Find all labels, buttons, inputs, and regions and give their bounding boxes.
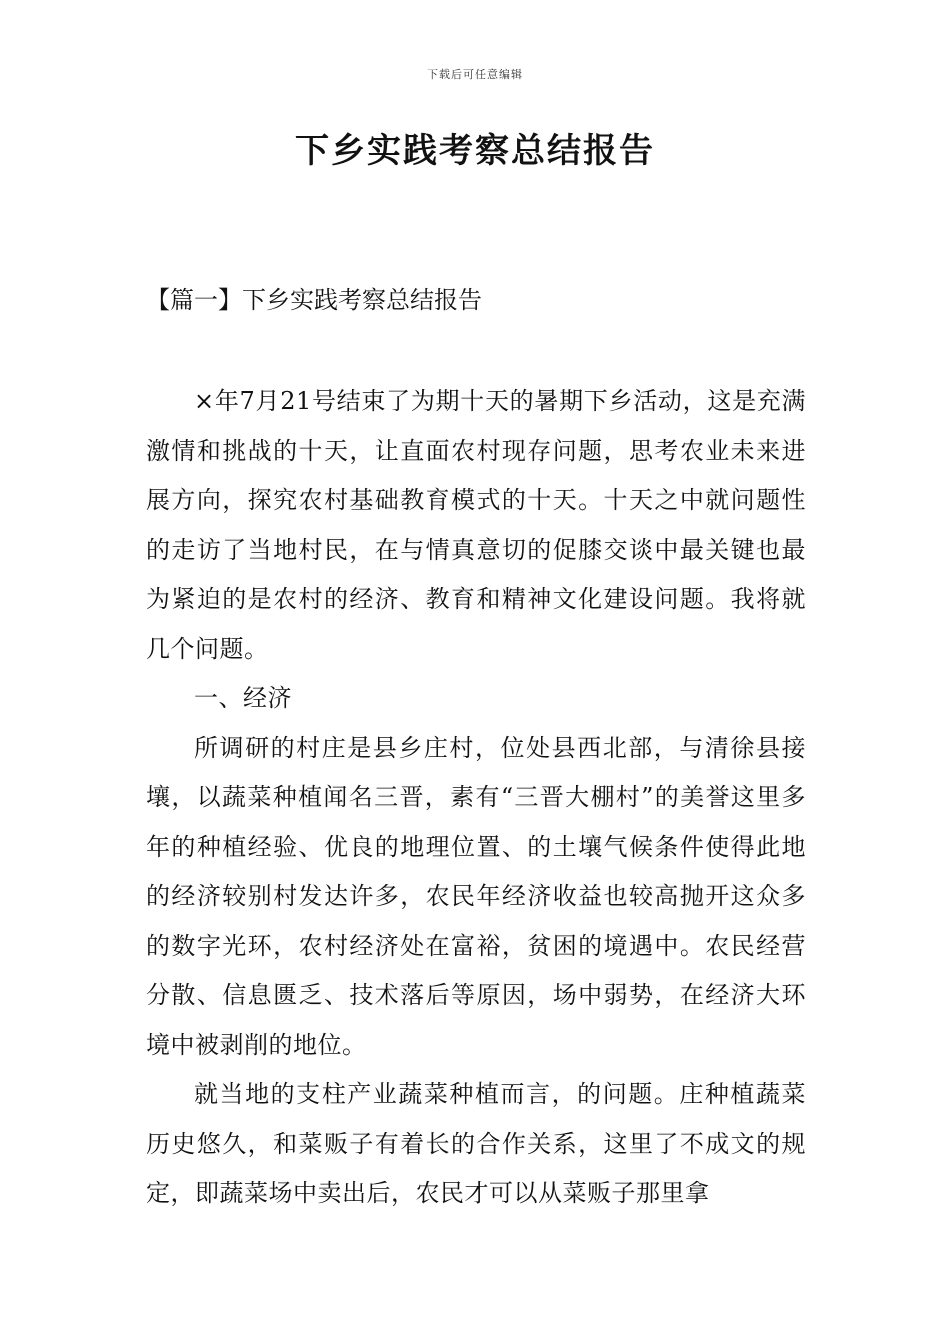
paragraph-village: 所调研的村庄是县乡庄村，位处县西北部，与清徐县接壤，以蔬菜种植闻名三晋，素有“三晋大棚村”的美誉这里多年的种植经验、优良的地理位置、的土壤气候条件使得此地的经济较别村发达许多，农民年经济收益也较高抛开这众多的数字光环，农村经济处在富裕，贫困的境遇中。农民经营分散、信息匮乏、技术落后等原因，场中弱势，在经济大环境中被剥削的地位。 [146, 733, 806, 1059]
paragraph-intro: ×年7月21号结束了为期十天的暑期下乡活动，这是充满激情和挑战的十天，让直面农村现存问题，思考农业未来进展方向，探究农村基础教育模式的十天。十天之中就问题性的走访了当地村民，在与情真意切的促膝交谈中最关键也最为紧迫的是农村的经济、教育和精神文化建设问题。我将就几个问题。 [146, 387, 806, 663]
page-title: 下乡实践考察总结报告 [295, 131, 655, 171]
document-body [146, 377, 806, 1219]
section-heading: 【篇一】下乡实践考察总结报告 [146, 286, 482, 314]
header-note: 下载后可任意编辑 [427, 68, 523, 81]
paragraph-economy-heading: 一、经济 [194, 684, 292, 712]
paragraph-vegetable-industry: 就当地的支柱产业蔬菜种植而言，的问题。庄种植蔬菜历史悠久，和菜贩子有着长的合作关系，这里了不成文的规定，即蔬菜场中卖出后，农民才可以从菜贩子那里拿 [146, 1080, 806, 1207]
